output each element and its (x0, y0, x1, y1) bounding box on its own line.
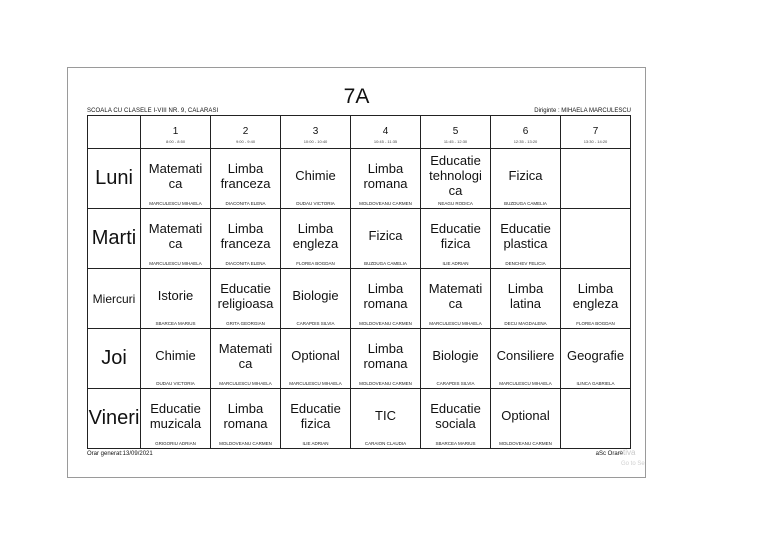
day-row (88, 209, 631, 269)
period-header (491, 116, 561, 149)
lesson-cell (281, 149, 351, 209)
lesson-cell (421, 389, 491, 449)
lesson-cell (351, 149, 421, 209)
activation-watermark-hint: Go to Se (621, 461, 645, 467)
subject-name: Educatie fizica (290, 400, 341, 431)
subject-name: Chimie (295, 168, 336, 183)
period-time: 9:00 - 9:40 (235, 139, 256, 144)
generated-date: Orar generat:13/09/2021 (87, 451, 153, 457)
school-name: SCOALA CU CLASELE I-VIII NR. 9, CALARASI (87, 108, 219, 114)
period-header (421, 116, 491, 149)
lesson-cell (561, 329, 631, 389)
lesson-cell (351, 329, 421, 389)
day-label: Vineri (88, 407, 140, 429)
teacher-name: MOLDOVEANU CARMEN (359, 201, 412, 206)
lesson-cell (141, 329, 211, 389)
teacher-name: DENCHEV FELICIA (505, 261, 546, 266)
teacher-name: DECU MAGDALENA (504, 321, 547, 326)
lesson-cell (141, 269, 211, 329)
period-number: 1 (172, 126, 179, 137)
subject-name: Limba romana (363, 340, 408, 371)
lesson-cell (351, 389, 421, 449)
day-cell (88, 209, 141, 269)
subject-name: Educatie fizica (430, 220, 481, 251)
teacher-name: ILINCA GABRIELA (576, 381, 615, 386)
teacher-name: MARCULESCU MIHAELA (149, 261, 202, 266)
day-row (88, 269, 631, 329)
software-name: aSc Orare (595, 451, 623, 457)
teacher-name: MARCULESCU MIHAELA (289, 381, 342, 386)
period-number: 5 (452, 126, 459, 137)
lesson-cell (421, 209, 491, 269)
lesson-cell (491, 329, 561, 389)
lesson-cell (561, 149, 631, 209)
teacher-name: MOLDOVEANU CARMEN (359, 381, 412, 386)
teacher-name: ILIE ADRIAN (302, 441, 329, 446)
period-time: 13:30 - 14:20 (583, 139, 608, 144)
lesson-cell (561, 209, 631, 269)
subject-name: Matemati ca (218, 340, 273, 371)
lesson-cell (211, 329, 281, 389)
subject-name: Limba romana (223, 400, 268, 431)
subject-name: Consiliere (496, 348, 555, 363)
period-header (561, 116, 631, 149)
day-row (88, 329, 631, 389)
subject-name: Biologie (432, 348, 479, 363)
timetable-page (67, 67, 646, 478)
lesson-cell (491, 209, 561, 269)
corner-cell (88, 116, 141, 149)
subject-name: Chimie (155, 348, 196, 363)
subject-name: Educatie muzicala (149, 400, 202, 431)
lesson-cell (421, 329, 491, 389)
subject-name: Matemati ca (148, 220, 203, 251)
subject-name: Optional (501, 408, 550, 423)
lesson-cell (561, 269, 631, 329)
subject-name: Limba engleza (292, 220, 339, 251)
class-teacher: Diriginte : MIHAELA MARCULESCU (534, 108, 631, 114)
subject-name: Limba romana (363, 280, 408, 311)
lesson-cell (211, 389, 281, 449)
teacher-name: CARAION CLAUDIA (364, 441, 407, 446)
teacher-name: MARCULESCU MIHAELA (149, 201, 202, 206)
teacher-name: NEAGU RODICA (438, 201, 473, 206)
lesson-cell (211, 269, 281, 329)
lesson-cell (351, 269, 421, 329)
day-row (88, 149, 631, 209)
day-label: Marti (91, 227, 137, 249)
subject-name: Matemati ca (428, 280, 483, 311)
subject-name: Optional (291, 348, 340, 363)
lesson-cell (211, 149, 281, 209)
lesson-cell (491, 269, 561, 329)
subject-name: TIC (375, 408, 396, 423)
period-header (141, 116, 211, 149)
subject-name: Limba franceza (220, 160, 271, 191)
day-cell (88, 389, 141, 449)
period-header (211, 116, 281, 149)
lesson-cell (281, 329, 351, 389)
subject-name: Geografie (566, 348, 625, 363)
teacher-name: FLOREA BOGDAN (296, 261, 335, 266)
subject-name: Educatie plastica (500, 220, 551, 251)
teacher-name: DUDAU VICTORIA (296, 201, 335, 206)
teacher-name: MARCULESCU MIHAELA (499, 381, 552, 386)
period-header (351, 116, 421, 149)
subject-name: Limba romana (363, 160, 408, 191)
lesson-cell (281, 209, 351, 269)
period-time: 12:35 - 13:20 (513, 139, 538, 144)
teacher-name: GRIGORIU ADRIAN (155, 441, 196, 446)
day-label: Miercuri (92, 291, 136, 306)
lesson-cell (281, 389, 351, 449)
subject-name: Limba engleza (572, 280, 619, 311)
teacher-name: FLOREA BOGDAN (576, 321, 615, 326)
lesson-cell (421, 269, 491, 329)
subject-name: Matemati ca (148, 160, 203, 191)
subject-name: Educatie tehnologi ca (429, 153, 482, 198)
subject-name: Educatie religioasa (217, 280, 274, 311)
day-row (88, 389, 631, 449)
teacher-name: DIACONITA ELENA (225, 201, 266, 206)
subject-name (562, 153, 629, 198)
period-time: 8:00 - 8:50 (165, 139, 186, 144)
teacher-name: DIACONITA ELENA (225, 261, 266, 266)
subject-name: Istorie (157, 288, 194, 303)
subject-name (562, 213, 629, 258)
teacher-name: CARAPDIS SILVIA (436, 381, 475, 386)
class-title: 7A (343, 85, 370, 108)
teacher-name: MOLDOVEANU CARMEN (499, 441, 552, 446)
teacher-name: CARAPDIS SILVIA (296, 321, 335, 326)
activation-watermark: ctiva (619, 448, 636, 457)
teacher-name: DUDAU VICTORIA (156, 381, 195, 386)
subject-name: Limba franceza (220, 220, 271, 251)
teacher-name: MARCULESCU MIHAELA (219, 381, 272, 386)
period-number: 6 (522, 126, 529, 137)
teacher-name: BUZDUGA CAMELIA (364, 261, 407, 266)
lesson-cell (281, 269, 351, 329)
period-time: 10:45 - 11:35 (373, 139, 398, 144)
day-cell (88, 329, 141, 389)
lesson-cell (491, 149, 561, 209)
lesson-cell (561, 389, 631, 449)
lesson-cell (421, 149, 491, 209)
day-cell (88, 269, 141, 329)
teacher-name: SBARCEA MARIUS (155, 321, 196, 326)
subject-name: Fizica (508, 168, 543, 183)
teacher-name: BUZDUGA CAMELIA (504, 201, 547, 206)
day-label: Joi (101, 347, 127, 369)
subject-name: Educatie sociala (430, 400, 481, 431)
period-time: 11:45 - 12:30 (443, 139, 468, 144)
lesson-cell (141, 209, 211, 269)
period-number: 3 (312, 126, 319, 137)
period-header (281, 116, 351, 149)
lesson-cell (491, 389, 561, 449)
subject-name: Limba latina (507, 280, 544, 311)
period-number: 2 (242, 126, 249, 137)
period-number: 7 (592, 126, 599, 137)
subject-name: Fizica (368, 228, 403, 243)
teacher-name: ILIE ADRIAN (442, 261, 469, 266)
lesson-cell (211, 209, 281, 269)
period-time: 10:00 - 10:40 (303, 139, 328, 144)
period-number: 4 (382, 126, 389, 137)
teacher-name: MOLDOVEANU CARMEN (219, 441, 272, 446)
day-cell (88, 149, 141, 209)
subject-name: Biologie (292, 288, 339, 303)
subject-name (562, 393, 629, 438)
teacher-name: GRITA GEORGIAN (226, 321, 265, 326)
lesson-cell (141, 149, 211, 209)
period-header-row (88, 116, 631, 149)
teacher-name: SBARCEA MARIUS (435, 441, 476, 446)
lesson-cell (141, 389, 211, 449)
timetable-grid (87, 115, 631, 449)
lesson-cell (351, 209, 421, 269)
teacher-name: MOLDOVEANU CARMEN (359, 321, 412, 326)
day-label: Luni (95, 167, 133, 189)
teacher-name: MARCULESCU MIHAELA (429, 321, 482, 326)
